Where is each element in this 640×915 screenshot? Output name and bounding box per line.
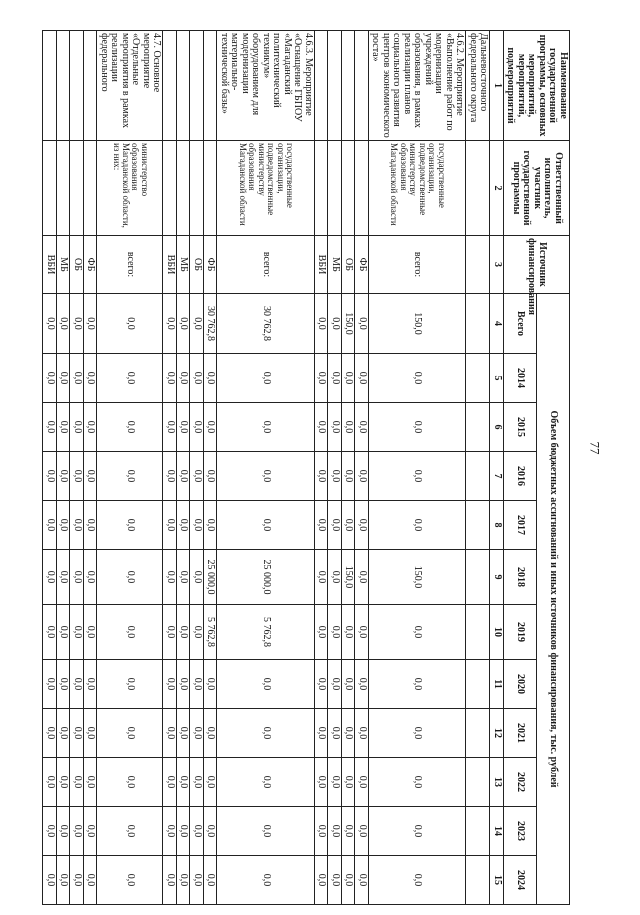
row-executor-cell — [328, 141, 342, 236]
row-value-cell: 0,0 — [204, 758, 218, 807]
row-value-cell: 0,0 — [355, 709, 369, 758]
row-value-cell: 0,0 — [97, 807, 163, 856]
row-value-cell: 0,0 — [43, 709, 57, 758]
table-row — [328, 31, 342, 905]
row-value-cell: 0,0 — [190, 294, 204, 354]
row-name-cell — [70, 31, 84, 141]
row-executor-cell — [43, 141, 57, 236]
row-executor-cell — [204, 141, 218, 236]
row-value-cell: 0,0 — [190, 501, 204, 550]
row-value-cell: 0,0 — [204, 807, 218, 856]
row-value-cell: 0,0 — [177, 660, 191, 709]
row-name-cell — [355, 31, 369, 141]
row-value-cell: 0,0 — [43, 758, 57, 807]
row-value-cell: 0,0 — [355, 856, 369, 905]
row-value-cell: 0,0 — [84, 709, 98, 758]
row-name-cell: 4.6.2. Мероприятие «Выполнение работ по модернизации учреждений образования, в рамках реализации планов социального развития центров экономического роста» — [369, 31, 467, 141]
row-name-cell — [342, 31, 356, 141]
year-header: 2024 — [504, 856, 537, 905]
row-value-cell: 0,0 — [190, 709, 204, 758]
column-number: 2 — [490, 141, 504, 236]
row-value-cell: 0,0 — [43, 550, 57, 605]
row-value-cell: 0,0 — [342, 452, 356, 501]
row-value-cell: 0,0 — [177, 501, 191, 550]
row-value-cell: 0,0 — [315, 709, 329, 758]
row-source-cell: ОБ — [190, 236, 204, 294]
row-name-cell: Дальневосточного федерального округа — [466, 31, 490, 141]
row-value-cell: 150,0 — [342, 550, 356, 605]
table-row — [190, 31, 204, 905]
row-value-cell: 0,0 — [355, 354, 369, 403]
row-value-cell: 0,0 — [84, 807, 98, 856]
row-value-cell: 0,0 — [84, 294, 98, 354]
row-value-cell: 0,0 — [342, 856, 356, 905]
row-value-cell: 0,0 — [315, 354, 329, 403]
row-value-cell: 0,0 — [163, 758, 177, 807]
row-value-cell: 0,0 — [355, 660, 369, 709]
row-source-cell: ФБ — [84, 236, 98, 294]
row-value-cell: 0,0 — [163, 856, 177, 905]
row-value-cell: 0,0 — [328, 403, 342, 452]
header-source: Источник финансирования — [504, 236, 570, 294]
row-value-cell: 0,0 — [43, 856, 57, 905]
row-executor-cell — [190, 141, 204, 236]
table-row — [315, 31, 329, 905]
row-value-cell: 0,0 — [70, 550, 84, 605]
row-value-cell: 0,0 — [204, 452, 218, 501]
row-value-cell: 0,0 — [177, 709, 191, 758]
row-value-cell: 0,0 — [177, 354, 191, 403]
column-number: 9 — [490, 550, 504, 605]
row-value-cell: 0,0 — [217, 403, 315, 452]
row-value-cell: 0,0 — [97, 660, 163, 709]
row-value-cell: 0,0 — [84, 758, 98, 807]
column-number: 4 — [490, 294, 504, 354]
budget-table — [43, 30, 571, 905]
row-value-cell: 0,0 — [342, 354, 356, 403]
row-value-cell: 0,0 — [57, 807, 71, 856]
row-name-cell — [163, 31, 177, 141]
row-value-cell: 0,0 — [204, 856, 218, 905]
year-header: 2018 — [504, 550, 537, 605]
header-executor: Ответственный исполнитель, участник государственной программы — [504, 141, 570, 236]
row-value-cell: 0,0 — [84, 452, 98, 501]
row-value-cell: 0,0 — [355, 294, 369, 354]
row-value-cell: 0,0 — [342, 709, 356, 758]
row-value-cell: 0,0 — [43, 807, 57, 856]
row-value-cell: 0,0 — [177, 294, 191, 354]
row-value-cell: 0,0 — [57, 354, 71, 403]
column-number: 13 — [490, 758, 504, 807]
row-value-cell: 0,0 — [315, 452, 329, 501]
row-value-cell: 0,0 — [355, 501, 369, 550]
row-value-cell: 0,0 — [328, 709, 342, 758]
table-row — [355, 31, 369, 905]
row-value-cell — [466, 660, 490, 709]
header-row-1 — [537, 31, 570, 905]
table-row — [342, 31, 356, 905]
row-value-cell: 0,0 — [163, 354, 177, 403]
row-value-cell: 0,0 — [328, 605, 342, 660]
year-header: 2015 — [504, 403, 537, 452]
row-value-cell: 0,0 — [342, 758, 356, 807]
row-source-cell: ВБИ — [43, 236, 57, 294]
row-value-cell: 150,0 — [342, 294, 356, 354]
row-value-cell: 0,0 — [163, 403, 177, 452]
table-row — [84, 31, 98, 905]
row-value-cell: 0,0 — [369, 709, 467, 758]
row-value-cell: 0,0 — [190, 605, 204, 660]
row-value-cell: 0,0 — [342, 605, 356, 660]
row-source-cell: ФБ — [355, 236, 369, 294]
row-value-cell: 0,0 — [70, 807, 84, 856]
row-value-cell: 0,0 — [369, 403, 467, 452]
row-value-cell: 30 762,8 — [217, 294, 315, 354]
row-value-cell: 0,0 — [70, 758, 84, 807]
column-number: 12 — [490, 709, 504, 758]
row-value-cell: 0,0 — [355, 807, 369, 856]
row-value-cell: 0,0 — [57, 660, 71, 709]
row-source-cell: МБ — [328, 236, 342, 294]
row-value-cell: 0,0 — [342, 660, 356, 709]
row-value-cell: 0,0 — [177, 807, 191, 856]
row-value-cell: 0,0 — [70, 403, 84, 452]
row-executor-cell — [315, 141, 329, 236]
row-value-cell: 0,0 — [163, 294, 177, 354]
row-value-cell: 0,0 — [190, 758, 204, 807]
row-value-cell: 0,0 — [315, 403, 329, 452]
column-number: 6 — [490, 403, 504, 452]
row-value-cell: 0,0 — [190, 856, 204, 905]
row-value-cell: 0,0 — [315, 550, 329, 605]
row-source-cell: МБ — [177, 236, 191, 294]
row-value-cell: 0,0 — [369, 605, 467, 660]
table-row — [466, 31, 490, 905]
row-name-cell — [177, 31, 191, 141]
row-value-cell: 0,0 — [355, 452, 369, 501]
row-value-cell: 0,0 — [217, 709, 315, 758]
row-executor-cell — [163, 141, 177, 236]
row-value-cell: 0,0 — [369, 758, 467, 807]
table-row — [70, 31, 84, 905]
row-value-cell: 0,0 — [97, 758, 163, 807]
header-name: Наименование государственной программы, основных мероприятий, мероприятий, подмероприятий — [504, 31, 570, 141]
year-header: 2020 — [504, 660, 537, 709]
table-row — [97, 31, 163, 905]
row-name-cell: 4.6.3. Мероприятие «Оснащение ГБПОУ «Магаданский политехнический техникум» оборудованием для модернизации материально-технической базы» — [217, 31, 315, 141]
column-number: 5 — [490, 354, 504, 403]
row-value-cell: 0,0 — [315, 807, 329, 856]
row-value-cell: 0,0 — [369, 501, 467, 550]
column-number: 15 — [490, 856, 504, 905]
row-value-cell: 0,0 — [204, 354, 218, 403]
row-source-cell: ВБИ — [163, 236, 177, 294]
year-header: 2014 — [504, 354, 537, 403]
row-value-cell: 0,0 — [97, 452, 163, 501]
row-source-cell: всего: — [97, 236, 163, 294]
row-value-cell: 0,0 — [190, 403, 204, 452]
row-value-cell: 0,0 — [328, 660, 342, 709]
row-value-cell: 0,0 — [97, 605, 163, 660]
row-value-cell: 0,0 — [70, 354, 84, 403]
header-funding: Объем бюджетных ассигнований и иных источников финансирования, тыс. рублей — [537, 294, 570, 905]
row-value-cell: 0,0 — [97, 294, 163, 354]
row-value-cell: 0,0 — [217, 501, 315, 550]
row-value-cell: 0,0 — [177, 605, 191, 660]
row-value-cell: 0,0 — [328, 501, 342, 550]
row-value-cell: 25 000,0 — [204, 550, 218, 605]
year-header: 2021 — [504, 709, 537, 758]
row-executor-cell — [342, 141, 356, 236]
row-value-cell: 0,0 — [217, 807, 315, 856]
table-row — [43, 31, 57, 905]
row-value-cell: 0,0 — [84, 660, 98, 709]
row-value-cell: 0,0 — [315, 758, 329, 807]
row-value-cell: 0,0 — [369, 452, 467, 501]
row-value-cell: 0,0 — [57, 856, 71, 905]
row-value-cell: 0,0 — [163, 452, 177, 501]
row-source-cell: всего: — [217, 236, 315, 294]
row-value-cell: 0,0 — [355, 403, 369, 452]
row-value-cell: 0,0 — [97, 354, 163, 403]
row-value-cell: 0,0 — [70, 294, 84, 354]
row-value-cell: 0,0 — [43, 294, 57, 354]
row-value-cell — [466, 709, 490, 758]
row-value-cell: 0,0 — [369, 354, 467, 403]
page-number: 77 — [587, 441, 603, 455]
row-value-cell: 0,0 — [328, 550, 342, 605]
row-value-cell: 0,0 — [163, 605, 177, 660]
row-value-cell: 0,0 — [163, 550, 177, 605]
row-value-cell: 0,0 — [97, 856, 163, 905]
row-value-cell: 0,0 — [97, 501, 163, 550]
row-value-cell: 0,0 — [315, 501, 329, 550]
row-value-cell: 0,0 — [70, 856, 84, 905]
row-value-cell — [466, 294, 490, 354]
row-name-cell — [204, 31, 218, 141]
row-value-cell: 0,0 — [97, 403, 163, 452]
row-value-cell: 0,0 — [43, 660, 57, 709]
row-name-cell: 4.7. Основное мероприятие «Отдельные мероприятия в рамках реализации федерального — [97, 31, 163, 141]
row-source-cell: всего: — [369, 236, 467, 294]
row-value-cell: 0,0 — [328, 294, 342, 354]
row-value-cell: 0,0 — [70, 452, 84, 501]
row-value-cell: 0,0 — [328, 807, 342, 856]
column-number: 8 — [490, 501, 504, 550]
row-value-cell: 0,0 — [190, 550, 204, 605]
table-row — [369, 31, 467, 905]
column-number: 11 — [490, 660, 504, 709]
row-value-cell: 0,0 — [328, 452, 342, 501]
budget-table-document — [45, 10, 590, 915]
row-value-cell: 0,0 — [84, 403, 98, 452]
row-value-cell: 5 762,8 — [204, 605, 218, 660]
row-executor-cell — [57, 141, 71, 236]
row-value-cell: 0,0 — [204, 501, 218, 550]
row-value-cell — [466, 550, 490, 605]
row-value-cell: 0,0 — [328, 856, 342, 905]
row-value-cell: 0,0 — [57, 550, 71, 605]
table-body — [43, 31, 490, 905]
row-value-cell: 0,0 — [57, 605, 71, 660]
row-value-cell: 0,0 — [163, 709, 177, 758]
row-name-cell — [57, 31, 71, 141]
row-value-cell: 0,0 — [217, 354, 315, 403]
row-value-cell: 0,0 — [342, 501, 356, 550]
row-value-cell: 0,0 — [43, 501, 57, 550]
row-value-cell: 0,0 — [204, 403, 218, 452]
row-name-cell — [43, 31, 57, 141]
row-value-cell: 0,0 — [177, 856, 191, 905]
row-executor-cell: министерство образования Магаданской области, из них: — [97, 141, 163, 236]
column-number: 7 — [490, 452, 504, 501]
row-value-cell: 0,0 — [57, 501, 71, 550]
row-executor-cell — [355, 141, 369, 236]
row-value-cell: 0,0 — [70, 501, 84, 550]
row-executor-cell — [70, 141, 84, 236]
row-value-cell: 0,0 — [84, 605, 98, 660]
row-value-cell: 0,0 — [315, 294, 329, 354]
row-value-cell: 0,0 — [315, 605, 329, 660]
row-executor-cell: государственные организации, подведомственные министерству образования Магаданской области — [369, 141, 467, 236]
row-name-cell — [190, 31, 204, 141]
row-value-cell: 30 762,8 — [204, 294, 218, 354]
row-value-cell: 0,0 — [84, 550, 98, 605]
row-value-cell: 0,0 — [57, 452, 71, 501]
row-value-cell: 0,0 — [177, 403, 191, 452]
row-value-cell: 0,0 — [43, 452, 57, 501]
row-value-cell: 0,0 — [204, 709, 218, 758]
row-value-cell: 0,0 — [355, 550, 369, 605]
row-name-cell — [328, 31, 342, 141]
row-source-cell: ОБ — [342, 236, 356, 294]
row-value-cell: 0,0 — [84, 354, 98, 403]
row-value-cell: 0,0 — [70, 660, 84, 709]
row-executor-cell — [84, 141, 98, 236]
row-source-cell: ФБ — [204, 236, 218, 294]
row-value-cell: 0,0 — [369, 660, 467, 709]
row-value-cell: 0,0 — [43, 354, 57, 403]
column-number: 1 — [490, 31, 504, 141]
row-value-cell: 0,0 — [43, 605, 57, 660]
row-value-cell: 0,0 — [70, 709, 84, 758]
year-header: 2019 — [504, 605, 537, 660]
row-value-cell — [466, 403, 490, 452]
row-value-cell: 0,0 — [204, 660, 218, 709]
row-value-cell — [466, 354, 490, 403]
row-value-cell — [466, 807, 490, 856]
row-executor-cell — [466, 141, 490, 236]
row-value-cell: 0,0 — [217, 758, 315, 807]
row-value-cell: 0,0 — [355, 758, 369, 807]
row-value-cell: 0,0 — [163, 807, 177, 856]
row-source-cell: ОБ — [70, 236, 84, 294]
table-row — [177, 31, 191, 905]
year-header: 2023 — [504, 807, 537, 856]
row-value-cell: 5 762,8 — [217, 605, 315, 660]
row-value-cell: 0,0 — [97, 709, 163, 758]
row-value-cell — [466, 452, 490, 501]
row-value-cell: 0,0 — [177, 452, 191, 501]
row-value-cell: 0,0 — [315, 856, 329, 905]
row-value-cell: 0,0 — [355, 605, 369, 660]
row-executor-cell: государственные организации, подведомственные министерству образования Магаданской области — [217, 141, 315, 236]
row-value-cell: 150,0 — [369, 550, 467, 605]
row-value-cell: 0,0 — [84, 501, 98, 550]
row-value-cell: 0,0 — [190, 660, 204, 709]
year-header: 2016 — [504, 452, 537, 501]
row-executor-cell — [177, 141, 191, 236]
row-name-cell — [315, 31, 329, 141]
table-row — [217, 31, 315, 905]
year-header: 2022 — [504, 758, 537, 807]
row-value-cell: 0,0 — [342, 403, 356, 452]
row-value-cell: 0,0 — [57, 294, 71, 354]
table-row — [57, 31, 71, 905]
column-number: 14 — [490, 807, 504, 856]
year-header: 2017 — [504, 501, 537, 550]
row-value-cell: 0,0 — [163, 660, 177, 709]
row-value-cell: 0,0 — [217, 452, 315, 501]
row-source-cell: ВБИ — [315, 236, 329, 294]
row-value-cell: 0,0 — [342, 807, 356, 856]
row-value-cell: 0,0 — [217, 856, 315, 905]
row-value-cell — [466, 501, 490, 550]
row-value-cell: 0,0 — [369, 807, 467, 856]
row-value-cell: 0,0 — [97, 550, 163, 605]
row-value-cell: 0,0 — [84, 856, 98, 905]
row-name-cell — [84, 31, 98, 141]
row-value-cell: 0,0 — [328, 354, 342, 403]
row-value-cell: 0,0 — [328, 758, 342, 807]
row-value-cell: 0,0 — [57, 709, 71, 758]
row-value-cell: 0,0 — [43, 403, 57, 452]
year-header: Всего — [504, 294, 537, 354]
row-value-cell: 0,0 — [315, 660, 329, 709]
row-value-cell: 0,0 — [217, 660, 315, 709]
row-value-cell: 25 000,0 — [217, 550, 315, 605]
row-value-cell: 0,0 — [163, 501, 177, 550]
column-number: 10 — [490, 605, 504, 660]
row-value-cell: 150,0 — [369, 294, 467, 354]
row-source-cell — [466, 236, 490, 294]
row-value-cell: 0,0 — [57, 403, 71, 452]
row-value-cell: 0,0 — [369, 856, 467, 905]
row-source-cell: МБ — [57, 236, 71, 294]
row-value-cell — [466, 856, 490, 905]
row-value-cell: 0,0 — [70, 605, 84, 660]
row-value-cell: 0,0 — [57, 758, 71, 807]
column-number: 3 — [490, 236, 504, 294]
column-number-row — [490, 31, 504, 905]
row-value-cell: 0,0 — [190, 807, 204, 856]
row-value-cell — [466, 605, 490, 660]
row-value-cell: 0,0 — [177, 758, 191, 807]
table-row — [163, 31, 177, 905]
row-value-cell — [466, 758, 490, 807]
row-value-cell: 0,0 — [190, 354, 204, 403]
row-value-cell: 0,0 — [190, 452, 204, 501]
table-row — [204, 31, 218, 905]
row-value-cell: 0,0 — [177, 550, 191, 605]
